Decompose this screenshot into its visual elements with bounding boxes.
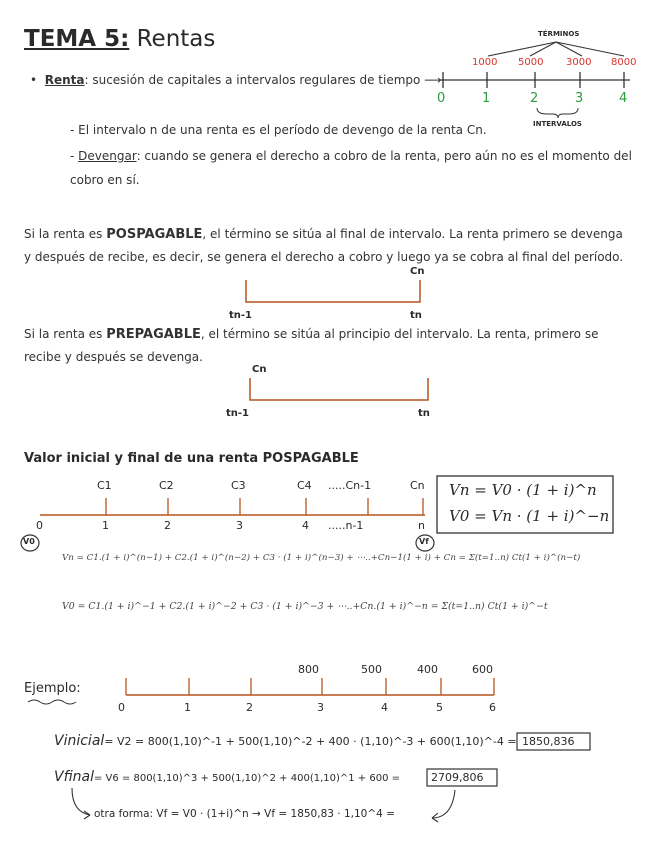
prepagable-keyword: PREPAGABLE [106, 327, 201, 342]
ejemplo-tick-6: 6 [489, 701, 496, 714]
top-value-2: 3000 [566, 57, 592, 68]
definition-text: : sucesión de capitales a intervalos regulares de tiempo [84, 73, 421, 87]
v0-circle-label: V0 [23, 537, 35, 546]
formula-v0: V0 = C1.(1 + i)^−1 + C2.(1 + i)^−2 + C3 · (1 + i)^−3 + ⋯..+Cn.(1 + i)^−n = Σ(t=1..n) Ct(1 + i)^−t [62, 601, 548, 612]
pospagable-c-label: Cn [410, 266, 425, 277]
pospagable-l1b: , el término se sitúa al final de intervalo. La renta primero se devenga [202, 227, 623, 241]
top-value-3: 8000 [611, 57, 637, 68]
pospagable-keyword: POSPAGABLE [106, 227, 203, 242]
top-tick-2: 2 [530, 91, 539, 106]
vinicial-result: 1850,836 [522, 735, 575, 748]
valor-c-label-n1: .....Cn-1 [328, 479, 372, 492]
top-value-1: 5000 [518, 57, 544, 68]
terminos-label: TÉRMINOS [538, 30, 580, 38]
valor-tick-1: 1 [102, 519, 109, 532]
ejemplo-value-600: 600 [472, 663, 493, 676]
title-prefix: TEMA 5: [24, 26, 130, 52]
ejemplo-label: Ejemplo: [24, 681, 81, 696]
intervalos-label: INTERVALOS [533, 120, 582, 128]
prepagable-c-label: Cn [252, 364, 267, 375]
vinicial-lhs: Vinicial [54, 733, 105, 749]
vfinal-expr: = V6 = 800(1,10)^3 + 500(1,10)^2 + 400(1,10)^1 + 600 = [93, 773, 401, 784]
ejemplo-tick-1: 1 [184, 701, 191, 714]
top-tick-1: 1 [482, 91, 491, 106]
otra-forma-line: otra forma: Vf = V0 · (1+i)^n → Vf = 1850,83 · 1,10^4 = [94, 808, 395, 820]
valor-tick-3: 3 [236, 519, 243, 532]
arrow-right-icon: ⟶ [424, 73, 442, 87]
vf-circle-label: Vf [419, 537, 429, 546]
pospagable-t-end: tn [410, 310, 422, 321]
vinicial-expr: = V2 = 800(1,10)^-1 + 500(1,10)^-2 + 400 · (1,10)^-3 + 600(1,10)^-4 = [104, 735, 517, 748]
prepagable-l1b: , el término se sitúa al principio del intervalo. La renta, primero se [200, 327, 599, 341]
valor-tick-n: n [418, 519, 425, 532]
valor-c-label-2: C2 [159, 479, 174, 492]
ejemplo-value-500: 500 [361, 663, 382, 676]
pospagable-line2: y después de recibe, es decir, se genera el derecho a cobro y luego ya se cobra al final del período. [24, 250, 624, 264]
ejemplo-tick-5: 5 [436, 701, 443, 714]
valor-c-label-4: C4 [297, 479, 312, 492]
valor-c-label-1: C1 [97, 479, 112, 492]
ejemplo-tick-2: 2 [246, 701, 253, 714]
vfinal-lhs: Vfinal [54, 769, 94, 785]
valor-c-label-n: Cn [410, 479, 425, 492]
valor-tick-0: 0 [36, 519, 43, 532]
pospagable-t-start: tn-1 [229, 310, 253, 321]
title-rest: Rentas [136, 26, 216, 52]
vinicial-line [54, 733, 517, 749]
prepagable-t-start: tn-1 [226, 408, 250, 419]
note-devengar-prefix: - [70, 149, 79, 163]
ejemplo-value-800: 800 [298, 663, 319, 676]
ejemplo-tick-0: 0 [118, 701, 125, 714]
vfinal-result: 2709,806 [431, 771, 484, 784]
note-devengar-term: Devengar [78, 149, 137, 163]
note-devengar-rest: : cuando se genera el derecho a cobro de la renta, pero aún no es el momento del [136, 149, 632, 163]
top-tick-4: 4 [619, 91, 628, 106]
valor-tick-4: 4 [302, 519, 309, 532]
valor-heading: Valor inicial y final de una renta POSPAGABLE [24, 451, 359, 466]
ejemplo-tick-3: 3 [317, 701, 324, 714]
formula-vn: Vn = C1.(1 + i)^(n−1) + C2.(1 + i)^(n−2) + C3 · (1 + i)^(n−3) + ⋯..+Cn−1(1 + i) + Cn = Σ(t=1..n) Ct(1 + i)^(n−t) [62, 553, 581, 563]
prepagable-line2: recibe y después se devenga. [24, 350, 203, 364]
note-devengar-line2: cobro en sí. [70, 173, 140, 187]
valor-tick-2: 2 [164, 519, 171, 532]
valor-box-line2: V0 = Vn · (1 + i)^−n [449, 507, 610, 525]
pospagable-l1a: Si la renta es [24, 227, 107, 241]
definition-term: Renta [44, 73, 85, 87]
prepagable-l1a: Si la renta es [24, 327, 107, 341]
top-tick-3: 3 [575, 91, 584, 106]
valor-box-line1: Vn = V0 · (1 + i)^n [449, 481, 597, 499]
ejemplo-tick-4: 4 [381, 701, 388, 714]
top-tick-0: 0 [437, 91, 446, 106]
vfinal-line [54, 769, 400, 785]
ejemplo-value-400: 400 [417, 663, 438, 676]
valor-c-label-3: C3 [231, 479, 246, 492]
valor-tick-n1: .....n-1 [328, 519, 364, 532]
top-value-0: 1000 [472, 57, 498, 68]
bullet: • [30, 73, 38, 87]
prepagable-t-end: tn [418, 408, 430, 419]
note-interval: - El intervalo n de una renta es el período de devengo de la renta Cn. [70, 123, 487, 137]
